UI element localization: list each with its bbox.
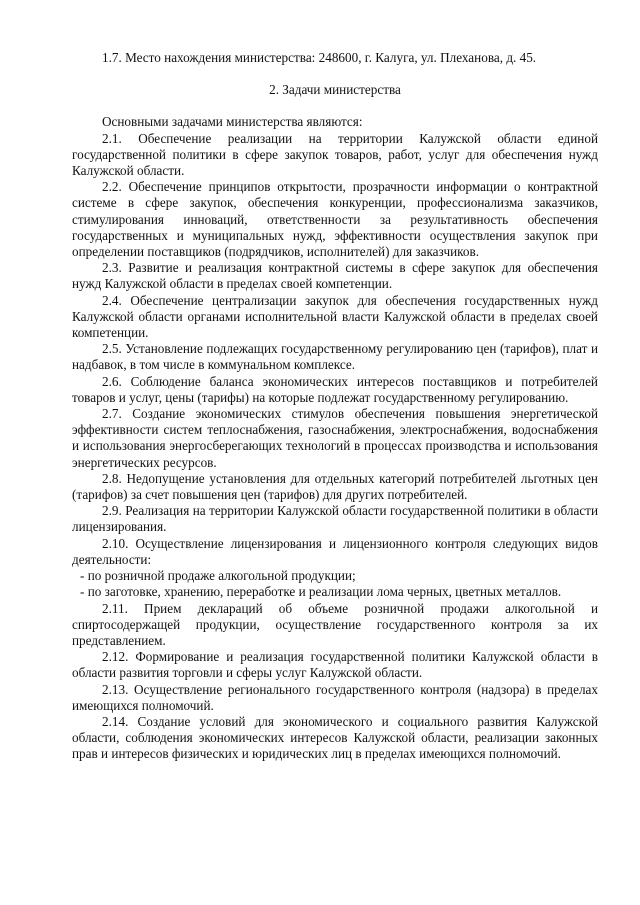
document-page (72, 50, 598, 763)
location-paragraph: 1.7. Место нахождения министерства: 248600, г. Калуга, ул. Плеханова, д. 45. (102, 50, 537, 65)
item-2-6: 2.6. Соблюдение баланса экономических интересов поставщиков и потребителей товаров и услуг, цены (тарифы) на которые подлежат государственному регулированию. (72, 373, 598, 405)
bullet-alcohol: - по розничной продаже алкогольной продукции; (80, 568, 356, 584)
item-2-7: 2.7. Создание экономических стимулов обеспечения повышения энергетической эффективности систем теплоснабжения, газоснабжения, электроснабжения, водоснабжения и использования энергосберегающих технологий в процессах производства и использования энергетических ресурсов. (72, 406, 598, 470)
section-title: 2. Задачи министерства (269, 82, 401, 98)
item-2-13: 2.13. Осуществление регионального государственного контроля (надзора) в пределах имеющихся полномочий. (72, 681, 598, 713)
item-2-1: 2.1. Обеспечение реализации на территории Калужской области единой государственной политики в сфере закупок товаров, работ, услуг для обеспечения нужд Калужской области. (72, 130, 598, 179)
intro-paragraph: Основными задачами министерства являются: (102, 114, 363, 130)
item-2-9: 2.9. Реализация на территории Калужской области государственной политики в области лицензирования. (72, 503, 598, 535)
item-2-14: 2.14. Создание условий для экономического и социального развития Калужской области, соблюдения экономических интересов Калужской области, реализации законных прав и интересов физических и юридических лиц в пределах имеющихся полномочий. (72, 713, 598, 762)
item-2-12: 2.12. Формирование и реализация государственной политики Калужской области в области развития торговли и сферы услуг Калужской области. (72, 649, 598, 681)
item-2-5: 2.5. Установление подлежащих государственному регулированию цен (тарифов), плат и надбавок, в том числе в коммунальном комплексе. (72, 341, 598, 373)
item-2-10: 2.10. Осуществление лицензирования и лицензионного контроля следующих видов деятельности: (72, 535, 598, 567)
item-2-11: 2.11. Прием деклараций об объеме розничной продажи алкогольной и спиртосодержащей продукции, осуществление государственного контроля за их представлением. (72, 600, 598, 648)
item-2-2: 2.2. Обеспечение принципов открытости, прозрачности информации о контрактной системе в сфере закупок, обеспечения конкуренции, профессионализма заказчиков, стимулирования инноваций, ответственности за результативность обеспечения государственных и муниципальных нужд, эффективности осуществления закупок при определении поставщиков (подрядчиков, исполнителей) для заказчиков. (72, 179, 598, 260)
item-2-8: 2.8. Недопущение установления для отдельных категорий потребителей льготных цен (тарифов) за счет повышения цен (тарифов) для других потребителей. (72, 470, 598, 503)
item-2-4: 2.4. Обеспечение централизации закупок для обеспечения государственных нужд Калужской области органами исполнительной власти Калужской области в пределах своей компетенции. (72, 292, 598, 341)
bullet-scrap-metal: - по заготовке, хранению, переработке и реализации лома черных, цветных металлов. (80, 584, 562, 600)
item-2-3: 2.3. Развитие и реализация контрактной системы в сфере закупок для обеспечения нужд Калужской области в пределах своей компетенции. (72, 260, 598, 292)
